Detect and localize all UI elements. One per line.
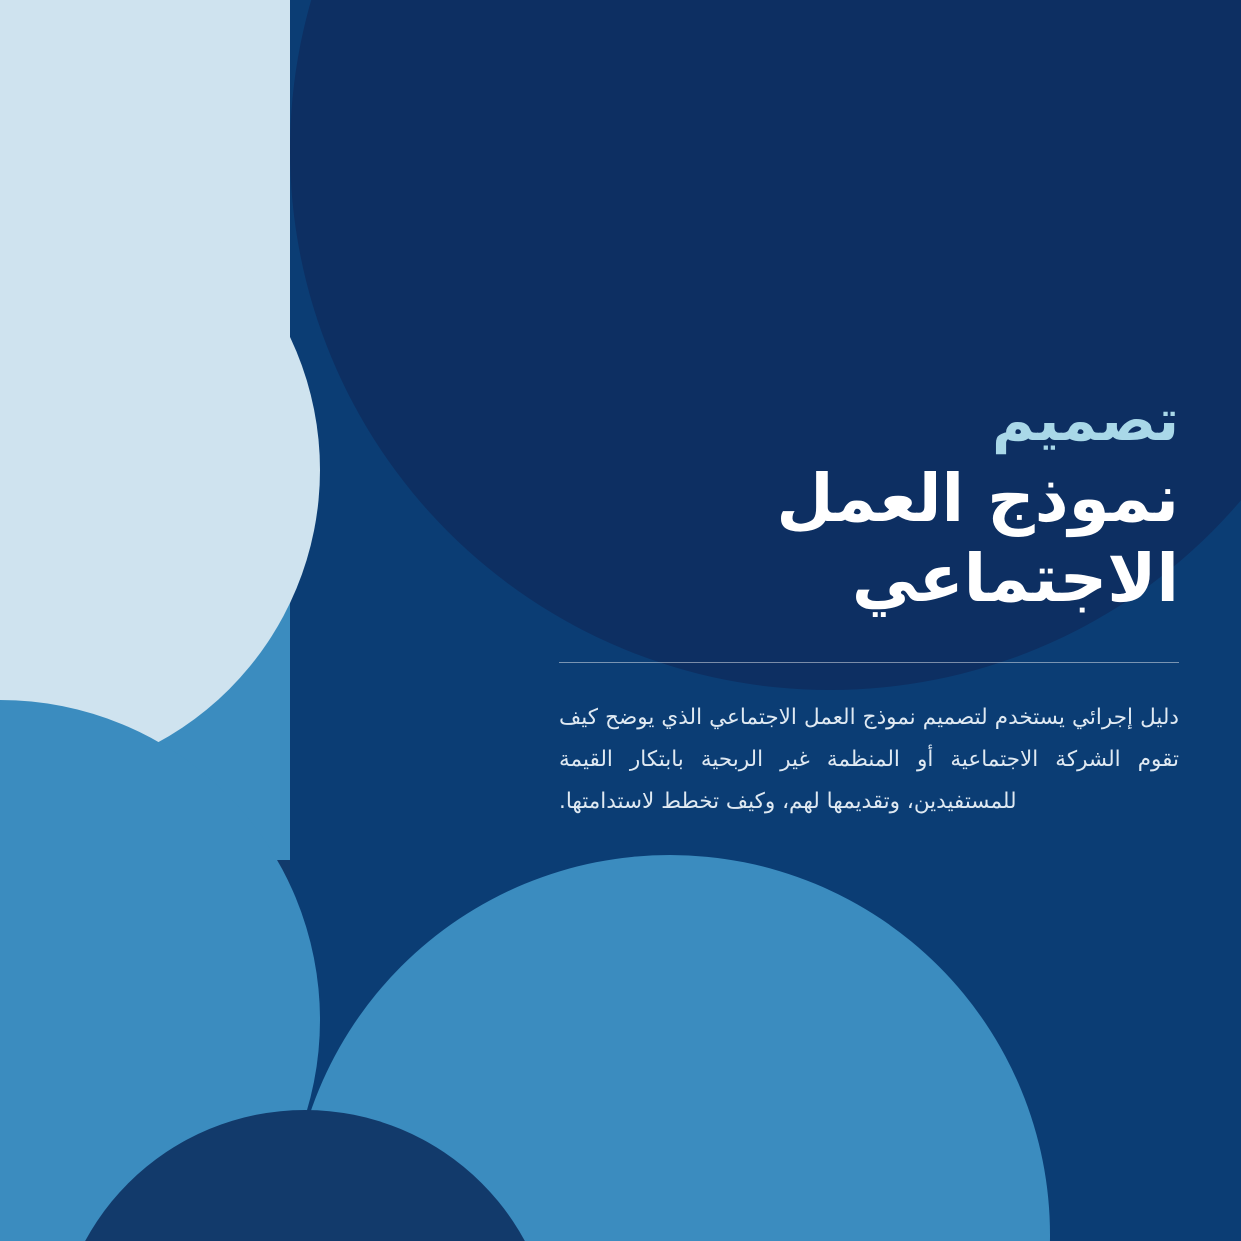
cover-title-line-3: الاجتماعي <box>851 540 1179 618</box>
cover-text-block <box>559 386 1179 823</box>
divider <box>559 662 1179 663</box>
cover-title-line-1: تصميم <box>992 386 1179 454</box>
page-title <box>559 459 1179 620</box>
cover-description: دليل إجرائي يستخدم لتصميم نموذج العمل الاجتماعي الذي يوضح كيف تقوم الشركة الاجتماعية أو المنظمة غير الربحية بابتكار القيمة للمستفيدين، وتقديمها لهم، وكيف تخطط لاستدامتها. <box>559 704 1179 814</box>
cover-title-line-2: نموذج العمل <box>776 459 1179 537</box>
